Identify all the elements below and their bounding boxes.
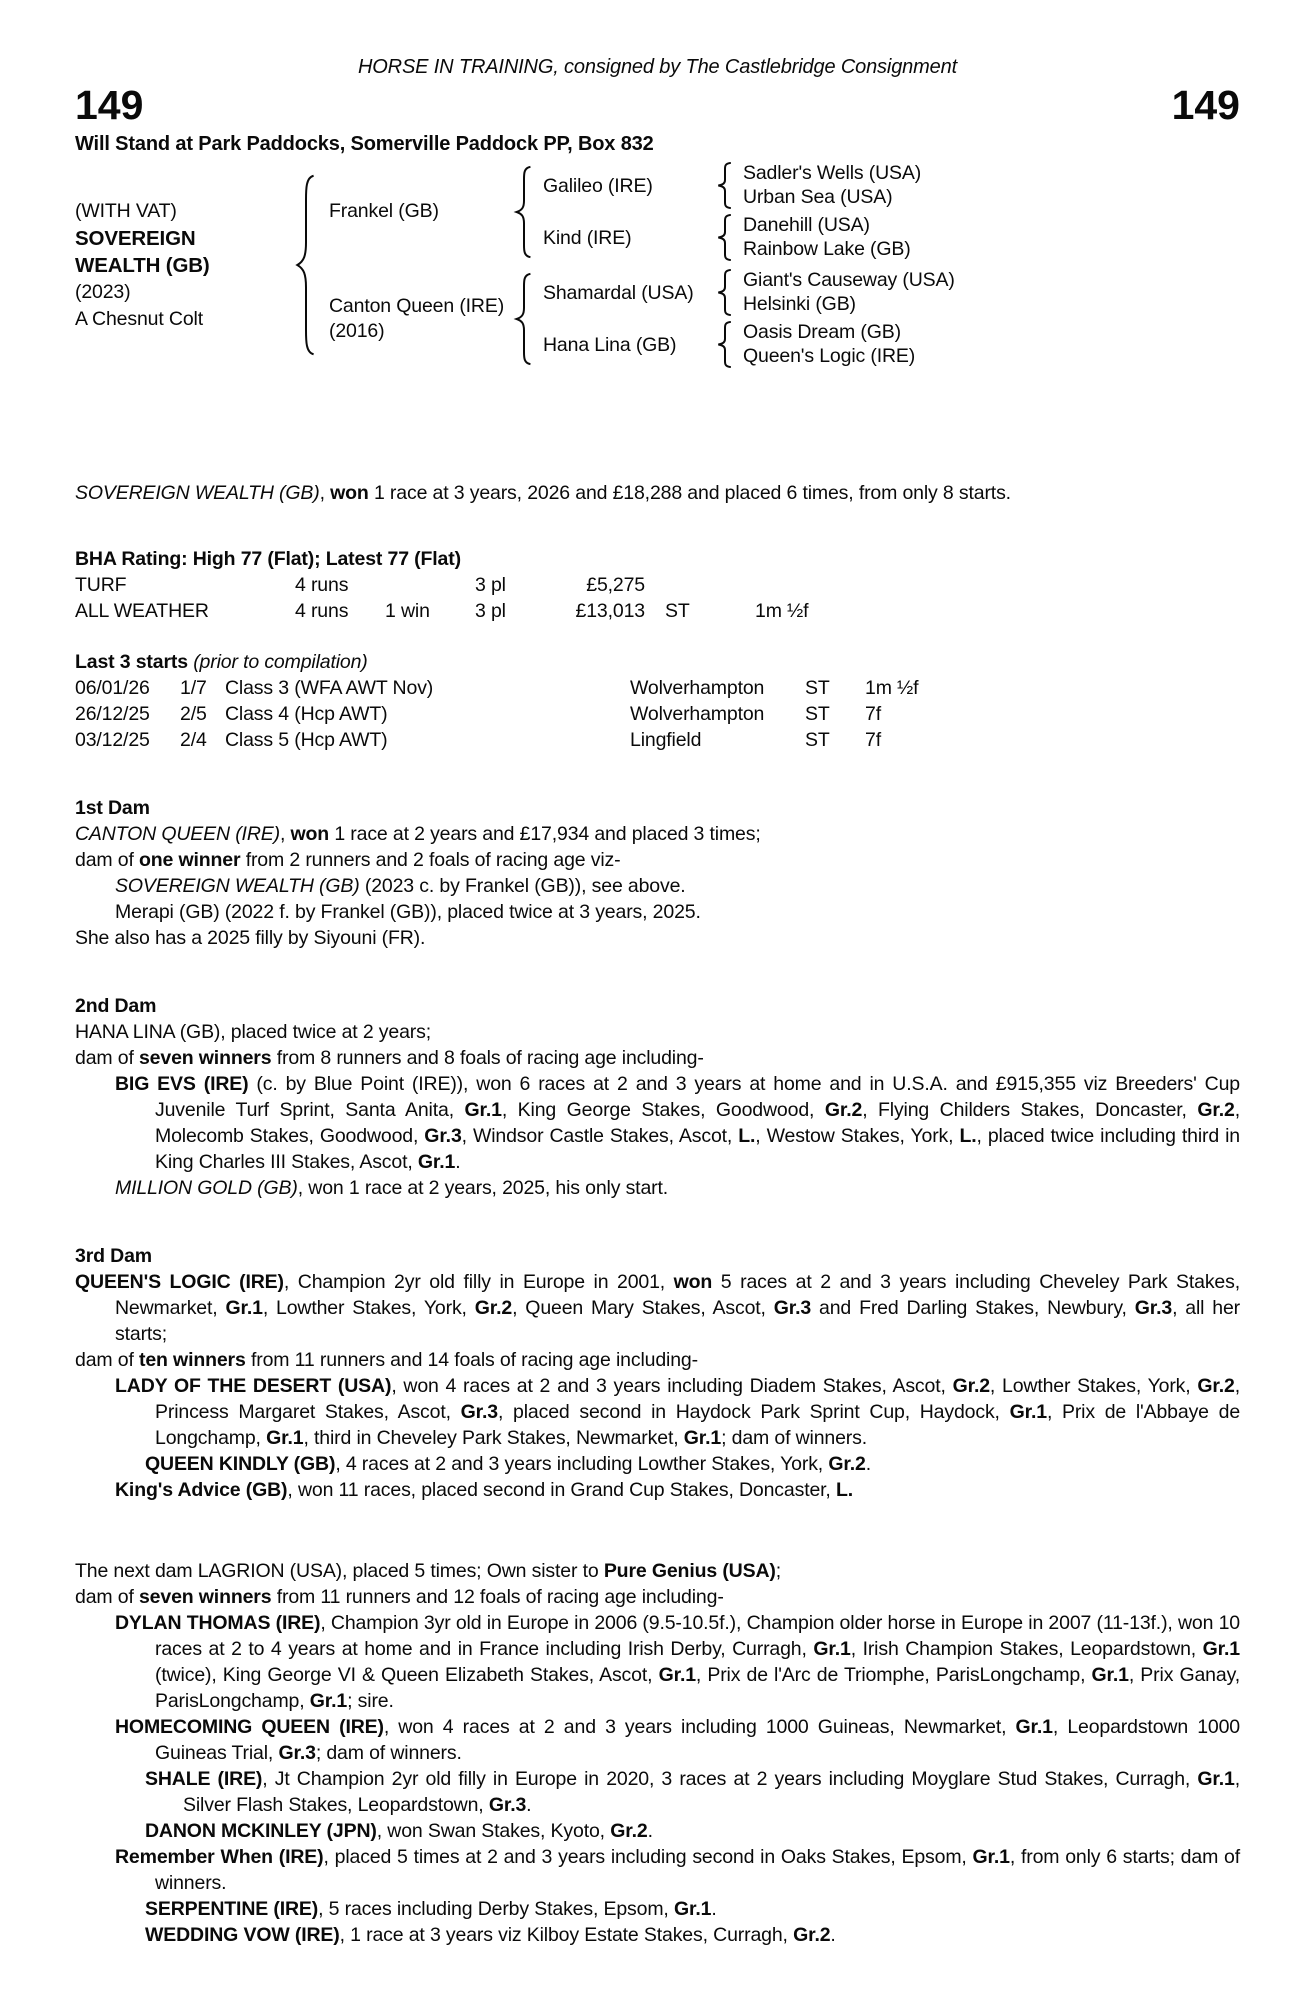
bha-runs: 4 runs	[295, 600, 349, 622]
foaling-year: (2023)	[75, 280, 131, 303]
text-run: CANTON QUEEN (IRE)	[75, 823, 280, 845]
text-run: one winner	[138, 849, 241, 871]
text-run: Gr.1	[1091, 1664, 1129, 1686]
bha-code	[645, 572, 755, 598]
text-run: Remember When (IRE)	[115, 1846, 324, 1868]
last-3-starts-title	[75, 649, 1240, 675]
result-race: Class 5 (Hcp AWT)	[225, 729, 388, 751]
text-run: Gr.1	[972, 1846, 1010, 1868]
text-run: Pure Genius (USA)	[603, 1560, 776, 1582]
bha-earnings: £13,013	[575, 600, 645, 622]
bha-rating-section	[75, 546, 1240, 624]
text-run: (2023 c. by Frankel (GB)), see above.	[359, 875, 686, 897]
paragraph	[75, 1373, 1240, 1451]
sire-dam-name: Kind (IRE)	[543, 226, 632, 249]
text-run: 1 race at 3 years, 2026 and £18,288 and placed 6 times, from only 8 starts.	[368, 482, 1011, 504]
bha-places: 3 pl	[475, 574, 506, 596]
paragraph	[75, 1610, 1240, 1714]
text-run: 1 race at 2 years and £17,934 and placed 3 times;	[329, 823, 761, 845]
paragraph	[75, 1766, 1240, 1818]
text-run: from 2 runners and 2 foals of racing age viz-	[240, 849, 621, 871]
text-run: Gr.1	[266, 1427, 304, 1449]
text-run: HOMECOMING QUEEN (IRE)	[115, 1716, 384, 1738]
text-run: Gr.3	[278, 1742, 316, 1764]
paragraph	[75, 1922, 1240, 1948]
text-run: .	[455, 1151, 461, 1173]
text-run: Gr.1	[417, 1151, 456, 1173]
granddam-group	[543, 214, 921, 261]
pedigree-brace	[715, 269, 735, 316]
paragraph	[75, 847, 1240, 873]
text-run: BIG EVS (IRE)	[115, 1073, 249, 1095]
paragraph	[75, 1896, 1240, 1922]
section-heading: 3rd Dam	[75, 1245, 152, 1267]
horse-identity	[75, 198, 287, 333]
bha-rating-title: BHA Rating: High 77 (Flat); Latest 77 (Flat)	[75, 548, 461, 570]
paragraph	[75, 1071, 1240, 1175]
text-run: , Queen Mary Stakes, Ascot,	[512, 1297, 774, 1319]
section-next-dam	[75, 1558, 1240, 1948]
text-run: , won 4 races at 2 and 3 years including 1000 Guineas, Newmarket,	[383, 1716, 1016, 1738]
result-distance: 1m ½f	[865, 677, 919, 699]
text-run: (c. by Blue Point (IRE)), won 6 races at 2 and 3 years at home and in U.S.A. and £915,355 viz Breeders' Cup Juvenile Turf Sprint, Santa Anita,	[155, 1073, 1240, 1121]
result-race: Class 4 (Hcp AWT)	[225, 703, 388, 725]
paragraph	[75, 1347, 1240, 1373]
text-run: , Lowther Stakes, York,	[262, 1297, 475, 1319]
text-run: , Silver Flash Stakes, Leopardstown,	[183, 1768, 1240, 1816]
text-run: ,	[279, 823, 291, 845]
text-run: Gr.2	[474, 1297, 513, 1319]
ggp-name: Queen's Logic (IRE)	[743, 344, 916, 367]
text-run: , 4 races at 2 and 3 years including Lowther Stakes, York,	[335, 1453, 829, 1475]
text-run: dam of	[75, 1349, 139, 1371]
text-run: , placed 5 times at 2 and 3 years including second in Oaks Stakes, Epsom,	[323, 1846, 973, 1868]
text-run: Gr.1	[309, 1690, 348, 1712]
text-run: ;	[775, 1560, 782, 1582]
paragraph	[75, 1175, 1240, 1201]
grandsire-group	[543, 269, 955, 316]
text-run: .	[647, 1820, 653, 1842]
text-run: 5 races at 2 and 3 years including Cheveley Park Stakes, Newmarket,	[115, 1271, 1240, 1319]
pedigree-brace	[293, 172, 319, 358]
text-run: .	[865, 1453, 871, 1475]
text-run: , Jt Champion 2yr old filly in Europe in 2020, 3 races at 2 years including Moyglare Stud Stakes, Curragh,	[262, 1768, 1198, 1790]
sire-branch	[329, 162, 955, 261]
text-run: Gr.3	[1134, 1297, 1173, 1319]
paragraph	[75, 1451, 1240, 1477]
result-course: Lingfield	[630, 729, 702, 751]
text-run: ten winners	[138, 1349, 246, 1371]
lot-number-left: 149	[75, 82, 144, 128]
paragraph	[75, 480, 1240, 506]
text-run: Gr.2	[828, 1453, 866, 1475]
text-run: , Leopardstown 1000 Guineas Trial,	[155, 1716, 1240, 1764]
ggp-name: Giant's Causeway (USA)	[743, 269, 955, 291]
bha-places: 3 pl	[475, 600, 506, 622]
dam-dam-name: Hana Lina (GB)	[543, 333, 677, 356]
text-run: MILLION GOLD (GB)	[115, 1177, 298, 1199]
bha-surface: ALL WEATHER	[75, 600, 209, 622]
last-3-starts-section	[75, 649, 1240, 753]
text-run: won	[290, 823, 330, 845]
result-finish: 2/5	[180, 703, 207, 725]
section-body	[75, 1019, 1240, 1201]
bha-earnings: £5,275	[586, 574, 645, 596]
text-run: , third in Cheveley Park Stakes, Newmarket,	[303, 1427, 684, 1449]
text-run: WEDDING VOW (IRE)	[145, 1924, 340, 1946]
text-run: QUEEN'S LOGIC (IRE)	[75, 1271, 284, 1293]
sire-sire-name: Galileo (IRE)	[543, 174, 653, 197]
result-date: 06/01/26	[75, 677, 150, 699]
sire-grandparents	[543, 162, 921, 261]
bha-distance: 1m ½f	[755, 600, 809, 622]
sire-name: Frankel (GB)	[329, 200, 439, 222]
text-run: King's Advice (GB)	[115, 1479, 288, 1501]
race-record	[75, 480, 1240, 506]
text-run: Gr.1	[658, 1664, 696, 1686]
text-run: , won Swan Stakes, Kyoto,	[376, 1820, 611, 1842]
dam-grandparents	[543, 269, 955, 368]
dam-name-line: Canton Queen (IRE)	[329, 294, 505, 317]
dam-sire-name: Shamardal (USA)	[543, 281, 694, 304]
text-run: .	[711, 1898, 717, 1920]
ggp-name: Sadler's Wells (USA)	[743, 162, 922, 184]
text-run: Gr.1	[1202, 1638, 1240, 1660]
result-finish: 2/4	[180, 729, 207, 751]
text-run: Gr.3	[773, 1297, 812, 1319]
grandsire-group	[543, 162, 921, 209]
great-grandparents	[743, 269, 955, 316]
bha-surface: TURF	[75, 574, 127, 596]
ggp-name: Rainbow Lake (GB)	[743, 237, 911, 260]
text-run: dam of	[75, 1586, 139, 1608]
text-run: Gr.1	[464, 1099, 502, 1121]
text-run: ; dam of winners.	[721, 1427, 868, 1449]
text-run: DANON MCKINLEY (JPN)	[145, 1820, 377, 1842]
result-code: ST	[805, 729, 830, 751]
text-run: , placed twice including third in King Charles III Stakes, Ascot,	[155, 1125, 1240, 1173]
text-run: Gr.1	[673, 1898, 712, 1920]
result-code: ST	[805, 677, 830, 699]
text-run: , Prix de l'Arc de Triomphe, ParisLongchamp,	[695, 1664, 1092, 1686]
text-run: , Molecomb Stakes, Goodwood,	[155, 1099, 1240, 1147]
text-run: Gr.2	[610, 1820, 648, 1842]
paragraph	[75, 1045, 1240, 1071]
colour-sex: A Chesnut Colt	[75, 307, 203, 330]
text-run: , all her starts;	[115, 1297, 1240, 1345]
text-run: L.	[738, 1125, 756, 1147]
bha-wins: 1 win	[385, 600, 430, 622]
ggp-name: Urban Sea (USA)	[743, 185, 893, 208]
text-run: ; dam of winners.	[315, 1742, 462, 1764]
text-run: LADY OF THE DESERT (USA)	[115, 1375, 392, 1397]
text-run: Gr.1	[1009, 1401, 1047, 1423]
last-3-starts-note: (prior to compilation)	[193, 651, 368, 673]
section-2nd-dam	[75, 993, 1240, 1201]
text-run: Gr.3	[460, 1401, 498, 1423]
great-grandparents	[743, 162, 921, 209]
bha-rating-table	[75, 572, 1240, 624]
section-body	[75, 1558, 1240, 1948]
text-run: , 1 race at 3 years viz Kilboy Estate Stakes, Curragh,	[339, 1924, 794, 1946]
pedigree-table	[75, 162, 1240, 368]
text-run: , placed second in Haydock Park Sprint Cup, Haydock,	[498, 1401, 1010, 1423]
text-run: , won 4 races at 2 and 3 years including Diadem Stakes, Ascot,	[391, 1375, 953, 1397]
result-date: 26/12/25	[75, 703, 150, 725]
text-run: (twice), King George VI & Queen Elizabeth Stakes, Ascot,	[155, 1664, 659, 1686]
text-run: , won 11 races, placed second in Grand Cup Stakes, Doncaster,	[287, 1479, 836, 1501]
text-run: Gr.2	[824, 1099, 863, 1121]
text-run: L.	[959, 1125, 977, 1147]
stand-location: Will Stand at Park Paddocks, Somerville Paddock PP, Box 832	[75, 133, 654, 155]
page-header: HORSE IN TRAINING, consigned by The Castlebridge Consignment	[357, 56, 958, 78]
result-date: 03/12/25	[75, 729, 150, 751]
text-run: and Fred Darling Stakes, Newbury,	[811, 1297, 1135, 1319]
dam-branch	[329, 269, 955, 368]
text-run: Merapi (GB) (2022 f. by Frankel (GB)), placed twice at 3 years, 2025.	[115, 901, 701, 923]
text-run: Gr.1	[225, 1297, 263, 1319]
pedigree-brace	[513, 272, 535, 366]
bha-distance	[755, 572, 1240, 598]
text-run: SHALE (IRE)	[145, 1768, 263, 1790]
lot-number-row	[75, 82, 1240, 132]
paragraph	[75, 1558, 1240, 1584]
dam-name	[329, 294, 509, 344]
pedigree-brace	[715, 162, 735, 209]
pedigree-brace	[513, 165, 535, 259]
section-3rd-dam	[75, 1243, 1240, 1503]
text-run: Gr.3	[424, 1125, 462, 1147]
result-distance: 7f	[865, 703, 881, 725]
text-run: , Windsor Castle Stakes, Ascot,	[461, 1125, 739, 1147]
text-run: , Princess Margaret Stakes, Ascot,	[155, 1375, 1240, 1423]
great-grandparents	[743, 321, 915, 368]
text-run: seven winners	[138, 1047, 272, 1069]
text-run: The next dam LAGRION (USA), placed 5 times; Own sister to	[75, 1560, 604, 1582]
text-run: Gr.1	[813, 1638, 851, 1660]
text-run: Gr.2	[1197, 1099, 1235, 1121]
text-run: Gr.1	[1015, 1716, 1053, 1738]
horse-name-line1: SOVEREIGN	[75, 226, 196, 250]
text-run: Gr.3	[488, 1794, 527, 1816]
paragraph	[75, 1477, 1240, 1503]
ggp-name: Oasis Dream (GB)	[743, 321, 901, 343]
section-body	[75, 1269, 1240, 1503]
section-heading: 1st Dam	[75, 797, 150, 819]
ggp-name: Danehill (USA)	[743, 214, 870, 236]
text-run: , 5 races including Derby Stakes, Epsom,	[318, 1898, 674, 1920]
pedigree-brace	[715, 214, 735, 261]
pedigree-brace	[715, 321, 735, 368]
text-run: SOVEREIGN WEALTH (GB)	[115, 875, 360, 897]
pedigree-generations	[329, 162, 955, 368]
section-heading: 2nd Dam	[75, 995, 157, 1017]
text-run: Gr.1	[1197, 1768, 1235, 1790]
result-finish: 1/7	[180, 677, 207, 699]
ggp-name: Helsinki (GB)	[743, 292, 856, 315]
text-run: from 11 runners and 12 foals of racing age including-	[271, 1586, 724, 1608]
vat-note: (WITH VAT)	[75, 199, 177, 222]
text-run: ,	[319, 482, 331, 504]
text-run: from 11 runners and 14 foals of racing age including-	[245, 1349, 698, 1371]
text-run: , from only 6 starts; dam of winners.	[155, 1846, 1240, 1894]
text-run: , Prix de l'Abbaye de Longchamp,	[155, 1401, 1241, 1449]
text-run: won	[673, 1271, 713, 1293]
paragraph	[75, 925, 1240, 951]
horse-name-line2: WEALTH (GB)	[75, 253, 210, 277]
section-body	[75, 821, 1240, 951]
text-run: She also has a 2025 filly by Siyouni (FR).	[75, 927, 426, 949]
text-run: dam of	[75, 1047, 139, 1069]
section-1st-dam	[75, 795, 1240, 951]
text-run: , Irish Champion Stakes, Leopardstown,	[850, 1638, 1203, 1660]
text-run: , Champion 3yr old in Europe in 2006 (9.5-10.5f.), Champion older horse in Europe in 2007 (11-13f.), won 10 races at 2 to 4 years at home and in France including Irish Derby, Curragh,	[155, 1612, 1240, 1660]
last-3-starts-label: Last 3 starts	[75, 651, 188, 673]
bha-code: ST	[665, 600, 690, 622]
text-run: Gr.2	[793, 1924, 831, 1946]
paragraph	[75, 1714, 1240, 1766]
paragraph	[75, 873, 1240, 899]
result-course: Wolverhampton	[630, 677, 765, 699]
text-run: QUEEN KINDLY (GB)	[145, 1453, 336, 1475]
text-run: , won 1 race at 2 years, 2025, his only start.	[297, 1177, 669, 1199]
text-run: seven winners	[138, 1586, 272, 1608]
text-run: from 8 runners and 8 foals of racing age including-	[271, 1047, 704, 1069]
dam-year: (2016)	[329, 319, 385, 342]
paragraph	[75, 899, 1240, 925]
great-grandparents	[743, 214, 911, 261]
text-run: Gr.2	[1197, 1375, 1235, 1397]
paragraph	[75, 1818, 1240, 1844]
result-code: ST	[805, 703, 830, 725]
text-run: Gr.2	[952, 1375, 990, 1397]
text-run: .	[526, 1794, 532, 1816]
text-run: L.	[835, 1479, 854, 1501]
bha-wins	[385, 572, 475, 598]
text-run: , Prix Ganay, ParisLongchamp,	[155, 1664, 1240, 1712]
text-run: Gr.1	[683, 1427, 722, 1449]
text-run: SOVEREIGN WEALTH (GB)	[75, 482, 320, 504]
bha-runs: 4 runs	[295, 574, 349, 596]
text-run: dam of	[75, 849, 139, 871]
result-race: Class 3 (WFA AWT Nov)	[225, 677, 434, 699]
result-distance: 7f	[865, 729, 881, 751]
text-run: DYLAN THOMAS (IRE)	[115, 1612, 321, 1634]
text-run: SERPENTINE (IRE)	[145, 1898, 319, 1920]
result-course: Wolverhampton	[630, 703, 765, 725]
text-run: ; sire.	[347, 1690, 394, 1712]
text-run: HANA LINA (GB), placed twice at 2 years;	[75, 1021, 431, 1043]
paragraph	[75, 1584, 1240, 1610]
text-run: , Lowther Stakes, York,	[989, 1375, 1198, 1397]
text-run: , King George Stakes, Goodwood,	[501, 1099, 825, 1121]
text-run: .	[830, 1924, 836, 1946]
text-run: , Champion 2yr old filly in Europe in 2001,	[283, 1271, 674, 1293]
results-table	[75, 675, 1240, 753]
lot-number-right: 149	[1171, 82, 1240, 128]
paragraph	[75, 821, 1240, 847]
granddam-group	[543, 321, 955, 368]
paragraph	[75, 1269, 1240, 1347]
text-run: , Westow Stakes, York,	[755, 1125, 960, 1147]
text-run: , Flying Childers Stakes, Doncaster,	[862, 1099, 1198, 1121]
paragraph	[75, 1844, 1240, 1896]
paragraph	[75, 1019, 1240, 1045]
text-run: won	[330, 482, 369, 504]
